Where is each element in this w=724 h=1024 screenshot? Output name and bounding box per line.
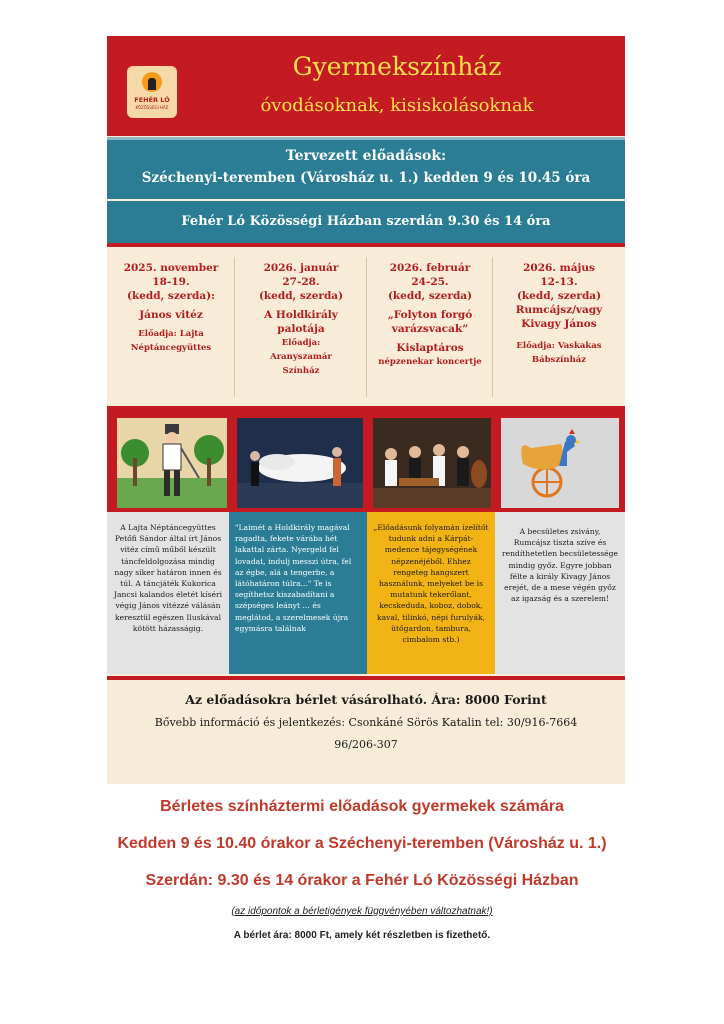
show-performer-2: Aranyszamár [270, 352, 332, 362]
show-title-2: varázsvacak” [391, 323, 469, 335]
description-2: "Laimét a Holdkirály magával ragadta, fekete várába hét lakattal zárta. Nyergeld fel lovadat, indulj messzi útra, fel az égbe, alá a tengerbe, a látóhatáron túlra..." Te is segíthetsz kiszabadítani a szépséges leányt … és meglátod, a szerelmesek újra egymásra találnak [229, 512, 367, 674]
venue-2: Fehér Ló Közösségi Házban szerdán 9.30 és 14 óra [181, 214, 551, 229]
footer-line-3: Szerdán: 9.30 és 14 órakor a Fehér Ló Közösségi Házban [145, 872, 579, 889]
show-3 [367, 247, 493, 405]
poster-subtitle: óvodásoknak, kisiskolásoknak [260, 95, 534, 116]
show-title-2: Kivagy János [521, 318, 597, 330]
kislaptaros-band-photo [373, 418, 491, 508]
show-days: 24-25. [411, 276, 449, 288]
poster-title: Gyermekszínház [292, 52, 502, 81]
contact-phone: 96/206-307 [334, 738, 398, 751]
footer-line-1: Bérletes színháztermi előadások gyermekek számára [160, 798, 564, 815]
ticket-price: Az előadásokra bérlet vásárolható. Ára: 8000 Forint [185, 692, 547, 707]
image-band [107, 406, 625, 512]
pass-price: A bérlet ára: 8000 Ft, amely két részletben is fizethető. [233, 930, 491, 941]
show-title-2: palotája [277, 323, 325, 335]
header-band [107, 36, 625, 136]
poster [107, 36, 625, 784]
description-3: „Előadásunk folyamán ízelítőt tudunk adni a Kárpát-medence tájegységének népzenéjéből. Ehhez rengeteg hangszert használunk, melyeket be is mutatunk tekerőlant, kecskeduda, koboz, dobok, kaval, tilinkó, népi furulyák, ütőgardon, tambura, cimbalom stb.) [367, 512, 495, 674]
show-title: Rumcájsz/vagy [515, 304, 603, 316]
show-date: 2026. május [523, 262, 595, 274]
show-performer-3: Színház [282, 366, 320, 376]
show-title: „Folyton forgó [387, 309, 473, 321]
show-1 [107, 247, 235, 405]
show-days: 27-28. [282, 276, 320, 288]
rumcajsz-rooster-illustration [501, 418, 619, 508]
venue-1: Széchenyi-teremben (Városház u. 1.) kedden 9 és 10.45 óra [141, 170, 591, 186]
schedule-note-text: (az időpontok a bérletigények függvényében változhatnak!) [231, 906, 493, 917]
show-performer: Előadja: Lajta [138, 329, 204, 339]
show-weekday: (kedd, szerda) [387, 290, 473, 302]
janos-vitez-illustration [117, 418, 227, 508]
logo-subtext: KÖZÖSSÉGI HÁZ [135, 105, 169, 110]
logo-text: FEHÉR LÓ [134, 96, 170, 104]
show-date: 2026. február [389, 262, 471, 274]
show-performer-2: Bábszínház [531, 355, 587, 365]
planned-heading: Tervezett előadások: [285, 148, 447, 164]
dates-row [107, 247, 625, 405]
show-performer: Előadja: Vaskakas [516, 341, 602, 351]
figure-icon [148, 78, 156, 90]
schedule-band [107, 137, 625, 199]
schedule-note [0, 906, 724, 917]
description-4: A becsületes zsivány, Rumcájsz tiszta szíve és rendíthetetlen becsületessége mindig győz. Egyre jobban félte a király Kivagy János erejét, de a mese végén győz az igazság és a szerelem! [495, 512, 625, 674]
show-weekday: (kedd, szerda) [258, 290, 344, 302]
show-weekday: (kedd, szerda): [127, 290, 215, 302]
descriptions-row [107, 512, 625, 674]
show-performer: Előadja: [281, 338, 321, 348]
show-4 [493, 247, 625, 405]
footer-line-2: Kedden 9 és 10.40 órakor a Széchenyi-teremben (Városház u. 1.) [117, 835, 607, 852]
contact-info: Bővebb információ és jelentkezés: Csonkáné Sörös Katalin tel: 30/916-7664 [154, 716, 578, 729]
show-days: 12-13. [540, 276, 578, 288]
show-days: 18-19. [152, 276, 190, 288]
show-date: 2025. november [123, 262, 219, 274]
show-performer-2: Néptáncegyüttes [130, 343, 212, 353]
holdkiraly-stage-photo [237, 418, 363, 508]
show-title: A Holdkirály [264, 309, 338, 321]
show-2 [235, 247, 367, 405]
show-weekday: (kedd, szerda) [516, 290, 602, 302]
show-performer: Kislaptáros [396, 342, 464, 354]
ticket-info [107, 676, 625, 784]
show-performer-2: népzenekar koncertje [378, 357, 482, 367]
description-1: A Lajta Néptáncegyüttes Petőfi Sándor által írt János vitéz című műből készült táncfeldolgozása mindig nagy siker határon innen és túl. A táncjáték Kukorica Jancsi kalandos életét kíséri végig János vitézzé válásán keresztül egészen Iluskával kötött házasságig. [107, 512, 229, 674]
show-title: János vitéz [139, 309, 203, 321]
venue-band [107, 201, 625, 243]
show-date: 2026. január [263, 262, 339, 274]
